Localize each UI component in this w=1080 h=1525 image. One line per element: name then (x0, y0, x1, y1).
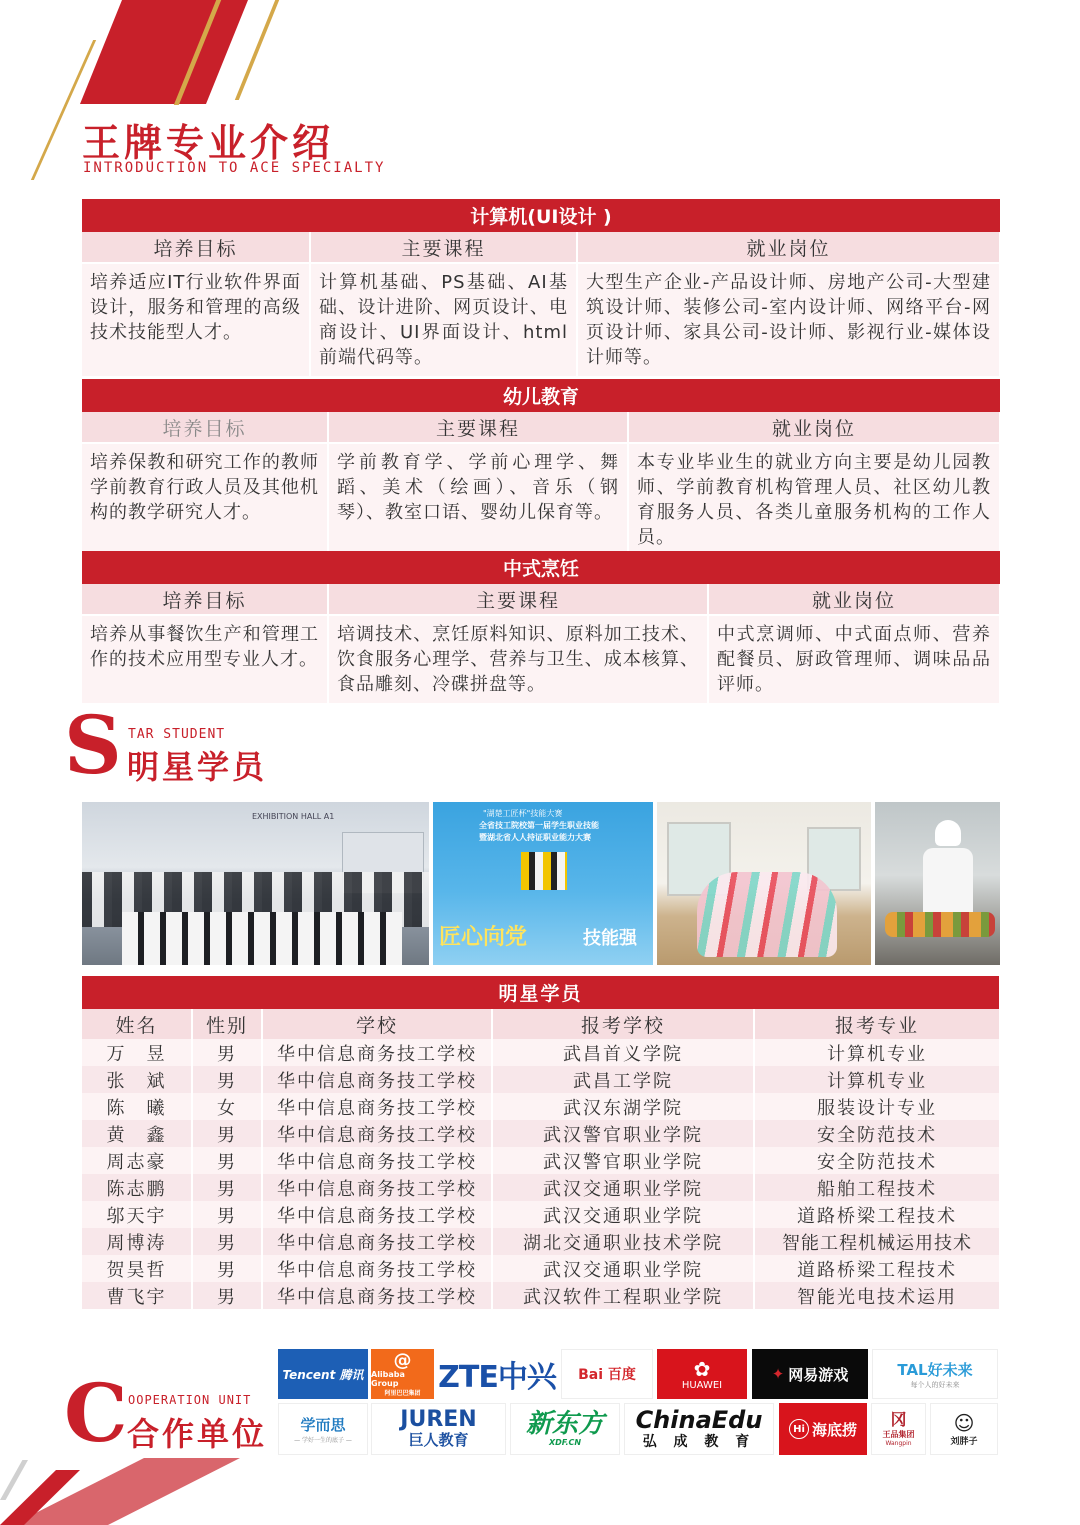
student-target-major: 安全防范技术 (754, 1147, 1000, 1174)
student-target-school: 湖北交通职业技术学院 (492, 1228, 754, 1255)
student-name: 黄 鑫 (82, 1120, 192, 1147)
student-target-school: 武汉警官职业学院 (492, 1120, 754, 1147)
logo-tencent-text: Tencent 腾讯 (282, 1367, 364, 1382)
student-gender: 男 (192, 1255, 262, 1282)
student-target-major: 智能工程机械运用技术 (754, 1228, 1000, 1255)
student-target-school: 武汉交通职业学院 (492, 1255, 754, 1282)
header-job-positions: 就业岗位 (577, 232, 1000, 262)
photo-competition-stage (433, 802, 653, 965)
student-name: 陈 曦 (82, 1093, 192, 1120)
student-gender: 男 (192, 1282, 262, 1309)
header-school: 学校 (262, 1009, 492, 1039)
student-school: 华中信息商务技工学校 (262, 1120, 492, 1147)
banner-text-2: 全省技工院校第一届学生职业技能 (479, 821, 599, 830)
student-target-major: 安全防范技术 (754, 1120, 1000, 1147)
section-title-ace-specialty: 王牌专业介绍 (82, 121, 335, 165)
logo-wangpin (871, 1403, 926, 1455)
student-target-school: 武昌工学院 (492, 1066, 754, 1093)
student-name: 周博涛 (82, 1228, 192, 1255)
logo-xdf-text: 新东方 (525, 1409, 604, 1439)
logo-zte-text: ZTE中兴 (438, 1360, 556, 1395)
logo-tal-text: TAL好未来 (897, 1360, 973, 1379)
logo-baidu-text: Bai 百度 (578, 1367, 636, 1383)
star-student-table (82, 976, 1001, 1309)
logo-haidilao (779, 1403, 867, 1455)
stage-text-1: 匠心向党 (439, 924, 528, 950)
logo-alibaba (371, 1349, 434, 1399)
logo-tal-sub: 每个人的好未来 (910, 1380, 960, 1389)
header-training-goal: 培养目标 (82, 412, 328, 442)
program-table-early-education (82, 379, 1001, 556)
table-row (82, 1282, 1000, 1309)
chef-face-icon: ☺ (953, 1410, 975, 1435)
header-name: 姓名 (82, 1009, 192, 1039)
table-row (82, 1228, 1000, 1255)
student-gender: 女 (192, 1093, 262, 1120)
dancers (697, 872, 837, 957)
haidilao-icon: Hi (789, 1419, 809, 1439)
program-name: 幼儿教育 (82, 379, 1000, 412)
header-training-goal: 培养目标 (82, 584, 328, 614)
photo-group-students (82, 802, 429, 965)
student-gender: 男 (192, 1039, 262, 1066)
student-school: 华中信息商务技工学校 (262, 1174, 492, 1201)
student-school: 华中信息商务技工学校 (262, 1201, 492, 1228)
top-red-banner (80, 0, 248, 104)
student-gender: 男 (192, 1066, 262, 1093)
header-main-courses: 主要课程 (310, 232, 577, 262)
stage-people (521, 852, 567, 890)
logo-juren-text: JUREN (400, 1407, 477, 1432)
logo-zte (437, 1349, 557, 1399)
table-row (82, 1120, 1000, 1147)
chef-body (923, 848, 973, 918)
logo-xdf (510, 1403, 620, 1455)
bottom-gray-stripe (0, 1460, 28, 1500)
header-training-goal: 培养目标 (82, 232, 310, 262)
student-name: 万 昱 (82, 1039, 192, 1066)
student-gender: 男 (192, 1201, 262, 1228)
logo-juren (371, 1403, 506, 1455)
section-initial-s: S (64, 698, 122, 792)
program-table-computer-ui (82, 199, 1001, 376)
netease-icon: ✦ (771, 1365, 785, 1383)
header-main-courses: 主要课程 (328, 412, 628, 442)
section-subtitle-ace-specialty: INTRODUCTION TO ACE SPECIALTY (83, 160, 386, 176)
student-name: 张 斌 (82, 1066, 192, 1093)
cell-main-courses: 培调技术、烹饪原料知识、原料加工技术、饮食服务心理学、营养与卫生、成本核算、食品雕刻、冷碟拼盘等。 (328, 616, 708, 703)
section-initial-c: C (64, 1366, 128, 1460)
logo-wangpin-text: 王品集团 (882, 1430, 915, 1439)
program-name: 计算机(UI设计 ) (82, 199, 1000, 232)
chef-hat (935, 820, 961, 846)
cell-main-courses: 学前教育学、学前心理学、舞蹈、美术（绘画）、音乐（钢琴）、教室口语、婴幼儿保育等。 (328, 444, 628, 556)
student-target-major: 船舶工程技术 (754, 1174, 1000, 1201)
student-name: 贺昊哲 (82, 1255, 192, 1282)
program-table-chinese-cooking (82, 551, 1001, 703)
stage-text-2: 技能强 (583, 928, 637, 949)
student-target-major: 智能光电技术运用 (754, 1282, 1000, 1309)
logo-xdf-sub: XDF.CN (548, 1438, 582, 1447)
student-school: 华中信息商务技工学校 (262, 1039, 492, 1066)
header-job-positions: 就业岗位 (628, 412, 1000, 442)
student-target-school: 武昌首义学院 (492, 1039, 754, 1066)
student-target-major: 服装设计专业 (754, 1093, 1000, 1120)
student-target-major: 道路桥梁工程技术 (754, 1201, 1000, 1228)
student-gender: 男 (192, 1120, 262, 1147)
section-subtitle-star-student: TAR STUDENT (128, 727, 226, 742)
logo-huawei (657, 1349, 747, 1399)
photo-chef-cooking (875, 802, 1000, 965)
hall-sign: EXHIBITION HALL A1 (252, 812, 335, 821)
logo-juren-cn: 巨人教育 (408, 1431, 469, 1449)
logo-liupangzi-text: 刘胖子 (950, 1436, 978, 1447)
student-school: 华中信息商务技工学校 (262, 1255, 492, 1282)
student-target-school: 武汉交通职业学院 (492, 1174, 754, 1201)
food-plates (885, 912, 995, 937)
logo-chinaedu-text: ChinaEdu (635, 1406, 763, 1434)
student-target-major: 计算机专业 (754, 1066, 1000, 1093)
header-gender: 性别 (192, 1009, 262, 1039)
cell-training-goal: 培养保教和研究工作的教师学前教育行政人员及其他机构的教学研究人才。 (82, 444, 328, 556)
logo-xueersi (278, 1403, 368, 1455)
logo-alibaba-cn: 阿里巴巴集团 (384, 1389, 421, 1397)
student-name: 曹飞宇 (82, 1282, 192, 1309)
program-name: 中式烹饪 (82, 551, 1000, 584)
table-title: 明星学员 (82, 976, 1000, 1009)
student-school: 华中信息商务技工学校 (262, 1147, 492, 1174)
student-school: 华中信息商务技工学校 (262, 1066, 492, 1093)
student-target-school: 武汉东湖学院 (492, 1093, 754, 1120)
student-school: 华中信息商务技工学校 (262, 1228, 492, 1255)
logo-netease-text: 网易游戏 (788, 1365, 849, 1384)
logo-tencent (278, 1349, 368, 1399)
cell-training-goal: 培养从事餐饮生产和管理工作的技术应用型专业人才。 (82, 616, 328, 703)
student-name: 邬天宇 (82, 1201, 192, 1228)
table-row (82, 1066, 1000, 1093)
logo-haidilao-text: 海底捞 (811, 1420, 857, 1439)
section-title-star-student: 明星学员 (127, 748, 268, 786)
section-title-cooperation: 合作单位 (127, 1415, 268, 1453)
banner-text-3: 暨湖北省人人持证职业能力大赛 (479, 833, 591, 842)
logo-chinaedu-cn: 弘 成 教 育 (642, 1434, 756, 1450)
student-target-school: 武汉软件工程职业学院 (492, 1282, 754, 1309)
header-target-major: 报考专业 (754, 1009, 1000, 1039)
logo-tal (872, 1349, 998, 1399)
banner-text-1: "湖楚工匠杯"技能大赛 (483, 809, 563, 818)
table-row (82, 1174, 1000, 1201)
student-gender: 男 (192, 1174, 262, 1201)
student-name: 陈志鹏 (82, 1174, 192, 1201)
cell-main-courses: 计算机基础、PS基础、AI基础、设计进阶、网页设计、电商设计、UI界面设计、html前端代码等。 (310, 264, 577, 376)
table-row (82, 1255, 1000, 1282)
students-row-front (122, 912, 402, 965)
header-job-positions: 就业岗位 (708, 584, 1000, 614)
logo-netease (752, 1349, 868, 1399)
logo-wangpin-sub: Wangpin (885, 1440, 912, 1447)
wangpin-icon: 冈 (890, 1410, 907, 1429)
cell-training-goal: 培养适应IT行业软件界面设计，服务和管理的高级技术技能型人才。 (82, 264, 310, 376)
logo-xueersi-sub: — 学好一生的底子 — (294, 1437, 352, 1444)
logo-liupangzi (930, 1403, 998, 1455)
table-row (82, 1201, 1000, 1228)
logo-alibaba-text: Alibaba Group (371, 1369, 405, 1388)
student-target-school: 武汉交通职业学院 (492, 1201, 754, 1228)
student-school: 华中信息商务技工学校 (262, 1093, 492, 1120)
huawei-icon: ✿ (693, 1356, 711, 1381)
table-row (82, 1093, 1000, 1120)
student-name: 周志豪 (82, 1147, 192, 1174)
logo-huawei-text: HUAWEI (681, 1379, 723, 1391)
student-target-school: 武汉警官职业学院 (492, 1147, 754, 1174)
section-subtitle-cooperation: OOPERATION UNIT (128, 1393, 252, 1407)
cell-job-positions: 大型生产企业-产品设计师、房地产公司-大型建筑设计师、装修公司-室内设计师、网络平台-网页设计师、家具公司-设计师、影视行业-媒体设计师等。 (577, 264, 1000, 376)
student-target-major: 计算机专业 (754, 1039, 1000, 1066)
photo-dance-class (657, 802, 871, 965)
student-target-major: 道路桥梁工程技术 (754, 1255, 1000, 1282)
table-row (82, 1147, 1000, 1174)
header-main-courses: 主要课程 (328, 584, 708, 614)
logo-baidu (561, 1349, 653, 1399)
alibaba-icon: @ (393, 1349, 412, 1371)
student-gender: 男 (192, 1147, 262, 1174)
logo-xueersi-text: 学而思 (300, 1416, 346, 1434)
cell-job-positions: 中式烹调师、中式面点师、营养配餐员、厨政管理师、调味品品评师。 (708, 616, 1000, 703)
table-row (82, 1039, 1000, 1066)
student-school: 华中信息商务技工学校 (262, 1282, 492, 1309)
header-target-school: 报考学校 (492, 1009, 754, 1039)
logo-chinaedu (624, 1403, 774, 1455)
cell-job-positions: 本专业毕业生的就业方向主要是幼儿园教师、学前教育机构管理人员、社区幼儿教育服务人员、各类儿童服务机构的工作人员。 (628, 444, 1000, 556)
student-gender: 男 (192, 1228, 262, 1255)
